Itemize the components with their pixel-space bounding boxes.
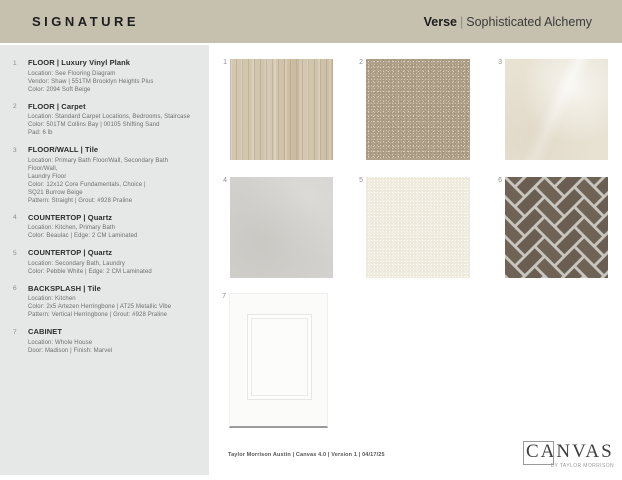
spec-title: FLOOR | Luxury Vinyl Plank	[28, 58, 131, 67]
spec-detail: SQ21 Burrow Beige	[28, 189, 83, 196]
spec-detail: Location: See Flooring Diagram	[28, 70, 116, 77]
spec-item-floor-wall-tile	[13, 145, 197, 205]
spec-detail: Location: Secondary Bath, Laundry	[28, 260, 126, 267]
swatch-quartz-beaulac	[230, 177, 333, 278]
spec-detail: Color: Beaulac | Edge: 2 CM Laminated	[28, 233, 138, 239]
spec-title: COUNTERTOP | Quartz	[28, 248, 113, 257]
spec-detail: Location: Kitchen	[28, 296, 76, 302]
spec-number: 5	[13, 249, 17, 257]
spec-detail: Location: Kitchen, Primary Bath	[28, 225, 116, 231]
spec-detail: Color: 2094 Soft Beige	[28, 86, 91, 93]
spec-title: CABINET	[28, 327, 63, 336]
palette-name: Sophisticated Alchemy	[466, 14, 592, 29]
swatch-number: 1	[223, 59, 227, 66]
swatch-number: 7	[222, 293, 226, 300]
spec-number: 3	[13, 146, 17, 154]
spec-detail: Color: 501TM Collins Bay | 00105 Shifting Sand	[28, 122, 160, 128]
collection-title: SIGNATURE	[32, 14, 140, 29]
spec-item-countertop-kitchen	[13, 213, 197, 241]
document-info: Taylor Morrison Austin | Canvas 4.0 | Version 1 | 04/17/25	[228, 452, 385, 458]
cabinet-door-panel	[247, 314, 312, 400]
spec-detail: Pattern: Straight | Grout: #928 Praline	[28, 197, 133, 204]
swatch-number: 4	[223, 177, 227, 184]
swatch-cell-1	[223, 59, 333, 160]
spec-detail: Pad: 6 lb	[28, 130, 53, 136]
swatch-number: 6	[498, 177, 502, 184]
spec-item-cabinet	[13, 327, 197, 355]
swatch-cell-2	[359, 59, 470, 160]
spec-number: 4	[13, 214, 17, 221]
title-separator: |	[459, 14, 464, 29]
swatch-quartz-pebble-white	[366, 177, 470, 278]
spec-number: 7	[13, 328, 17, 336]
swatch-cream-tile	[505, 59, 608, 160]
community-name: Verse	[423, 14, 457, 29]
canvas-logo	[526, 441, 614, 469]
canvas-logo-boxed-letters: CA	[526, 441, 557, 462]
spec-number: 6	[13, 285, 17, 292]
spec-detail: Vendor: Shaw | 551TM Brooklyn Heights Plus	[28, 78, 154, 85]
swatch-cabinet-door	[229, 293, 328, 428]
spec-detail: Color: Pebble White | Edge: 2 CM Laminated	[28, 268, 152, 275]
spec-title: COUNTERTOP | Quartz	[28, 212, 113, 222]
swatch-cell-6	[498, 177, 608, 278]
swatch-luxury-vinyl-plank	[230, 59, 333, 160]
swatch-cell-4	[223, 177, 333, 278]
spec-item-backsplash	[13, 284, 197, 320]
swatch-number: 2	[359, 59, 363, 66]
spec-detail: Location: Primary Bath Floor/Wall, Secondary Bath Floor/Wall,	[28, 157, 169, 172]
spec-title: FLOOR/WALL | Tile	[28, 145, 99, 154]
spec-detail: Door: Madison | Finish: Marvel	[28, 347, 113, 354]
canvas-logo-box	[523, 441, 557, 465]
spec-title: FLOOR | Carpet	[28, 101, 86, 111]
palette-title	[424, 15, 592, 29]
swatch-backsplash-herringbone	[505, 177, 608, 278]
swatch-cell-7	[222, 293, 328, 428]
spec-item-floor-lvp	[13, 58, 197, 94]
spec-title: BACKSPLASH | Tile	[28, 283, 101, 293]
spec-detail: Color: 12x12 Core Fundamentals, Choice |	[28, 181, 146, 188]
spec-item-floor-carpet	[13, 102, 197, 138]
spec-detail: Location: Standard Carpet Locations, Bedrooms, Staircase	[28, 114, 191, 120]
spec-detail: Laundry Floor	[28, 173, 67, 180]
swatch-carpet	[366, 59, 470, 160]
swatch-cell-5	[359, 177, 470, 278]
header-band	[0, 0, 622, 43]
spec-number: 2	[13, 103, 17, 110]
swatch-cell-3	[498, 59, 608, 160]
spec-item-countertop-secondary	[13, 248, 197, 276]
spec-number: 1	[13, 59, 17, 67]
spec-list	[0, 45, 209, 475]
canvas-logo-rest-letters: NVAS	[556, 441, 614, 462]
spec-detail: Location: Whole House	[28, 339, 93, 346]
canvas-logo-tagline: BY TAYLOR MORRISON	[550, 463, 614, 469]
spec-detail: Pattern: Vertical Herringbone | Grout: #928 Praline	[28, 312, 168, 318]
swatch-number: 5	[359, 177, 363, 184]
spec-detail: Color: 2x5 Artezen Herringbone | AT25 Metallic Vibe	[28, 304, 172, 310]
swatch-number: 3	[498, 59, 502, 66]
